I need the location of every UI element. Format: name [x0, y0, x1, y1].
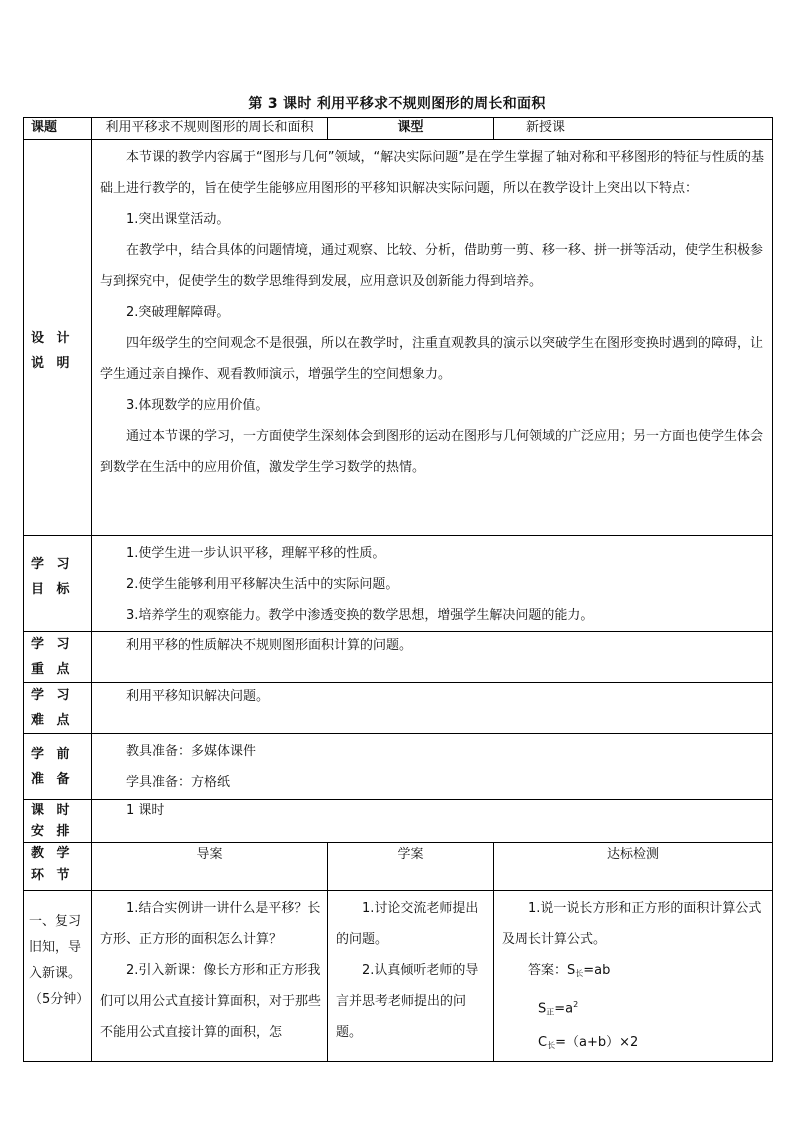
- guide-header: 导案: [92, 843, 328, 891]
- answer-area-square: [494, 989, 772, 1027]
- hours-content: [92, 800, 773, 843]
- study-header: 学案: [328, 843, 494, 891]
- preparation-row: [24, 734, 773, 800]
- goals-content: [92, 536, 773, 632]
- check-question: 1.说一说长方形和正方形的面积计算公式及周长计算公式。: [502, 901, 762, 947]
- c-label: C: [538, 1035, 548, 1051]
- goal-item: 3.培养学生的观察能力。教学中渗透变换的数学思想，增强学生解决问题的能力。: [126, 608, 594, 623]
- process-label: 教 学 环 节: [24, 843, 92, 891]
- rect-subscript: 长: [575, 969, 584, 978]
- preparation-content: [92, 734, 773, 800]
- stage-label: 一、复习旧知，导入新课。（5分钟）: [24, 891, 92, 1062]
- stage-row: [24, 891, 773, 1062]
- difficulty-row: [24, 683, 773, 734]
- difficulty-value: 利用平移知识解决问题。: [126, 689, 270, 704]
- check-header: 达标检测: [494, 843, 773, 891]
- perimeter-formula: =（a+b）×2: [555, 1035, 639, 1051]
- guide-item: 2.引入新课：像长方形和正方形我们可以用公式直接计算面积，对于那些不能用公式直接计算的面积，怎: [100, 963, 322, 1040]
- topic-label: 课题: [24, 118, 92, 140]
- design-paragraph: 2.突破理解障碍。: [126, 305, 230, 320]
- hours-row: [24, 800, 773, 843]
- study-item: 1.讨论交流老师提出的问题。: [336, 901, 479, 947]
- topic-value: 利用平移求不规则图形的周长和面积: [92, 118, 328, 140]
- check-content: [494, 891, 773, 1062]
- design-content: [92, 140, 773, 536]
- s-label: S: [538, 1001, 547, 1017]
- difficulty-content: [92, 683, 773, 734]
- design-label: 设 计 说 明: [24, 140, 92, 536]
- square-exponent: 2: [573, 1000, 579, 1009]
- answer-label: 答案：S: [528, 963, 576, 978]
- study-content: [328, 891, 494, 1062]
- hours-label: 课 时 安 排: [24, 800, 92, 843]
- answer-perimeter: [494, 1027, 772, 1061]
- key-point-content: [92, 632, 773, 683]
- process-header-row: [24, 843, 773, 891]
- design-paragraph: 1.突出课堂活动。: [126, 212, 230, 227]
- key-point-label: 学 习 重 点: [24, 632, 92, 683]
- key-point-value: 利用平移的性质解决不规则图形面积计算的问题。: [126, 638, 413, 653]
- page-title: 第 3 课时 利用平移求不规则图形的周长和面积: [248, 96, 546, 112]
- preparation-label: 学 前 准 备: [24, 734, 92, 800]
- goal-item: 1.使学生进一步认识平移，理解平移的性质。: [126, 546, 386, 561]
- design-paragraph: 本节课的教学内容属于“图形与几何”领域，“解决实际问题”是在学生掌握了轴对称和平移图形的特征与性质的基础上进行教学的，旨在使学生能够应用图形的平移知识解决实际问题，所以在教学设计上突出以下特点：: [100, 150, 764, 196]
- design-paragraph: 四年级学生的空间观念不是很强，所以在教学时，注重直观教具的演示以突破学生在图形变换时遇到的障碍，让学生通过亲自操作、观看教师演示，增强学生的空间想象力。: [100, 336, 764, 382]
- goal-item: 2.使学生能够利用平移解决生活中的实际问题。: [126, 577, 399, 592]
- goals-row: [24, 536, 773, 632]
- answer-area-rect: [494, 955, 772, 989]
- difficulty-label: 学 习 难 点: [24, 683, 92, 734]
- type-label: 课型: [328, 118, 494, 140]
- guide-item: 1.结合实例讲一讲什么是平移？长方形、正方形的面积怎么计算？: [100, 901, 321, 947]
- preparation-item: 学具准备：方格纸: [126, 775, 231, 790]
- design-paragraph: 在教学中，结合具体的问题情境，通过观察、比较、分析，借助剪一剪、移一移、拼一拼等活动，使学生积极参与到探究中，促使学生的数学思维得到发展，应用意识及创新能力得到培养。: [100, 243, 764, 289]
- design-paragraph: 3.体现数学的应用价值。: [126, 398, 269, 413]
- area-square-formula: =a: [554, 1001, 574, 1017]
- preparation-item: 教具准备：多媒体课件: [126, 744, 257, 759]
- lesson-plan-table: [23, 117, 773, 1062]
- type-value: 新授课: [494, 118, 773, 140]
- key-point-row: [24, 632, 773, 683]
- hours-value: 1 课时: [126, 803, 165, 818]
- square-subscript: 正: [546, 1007, 555, 1017]
- design-row: [24, 140, 773, 536]
- area-rect-formula: =ab: [583, 963, 611, 978]
- topic-row: [24, 118, 773, 140]
- study-item: 2.认真倾听老师的导言并思考老师提出的问题。: [336, 963, 479, 1040]
- perimeter-subscript: 长: [547, 1041, 556, 1051]
- goals-label: 学 习 目 标: [24, 536, 92, 632]
- guide-content: [92, 891, 328, 1062]
- design-paragraph: 通过本节课的学习，一方面使学生深刻体会到图形的运动在图形与几何领域的广泛应用；另一方面也使学生体会到数学在生活中的应用价值，激发学生学习数学的热情。: [100, 429, 764, 475]
